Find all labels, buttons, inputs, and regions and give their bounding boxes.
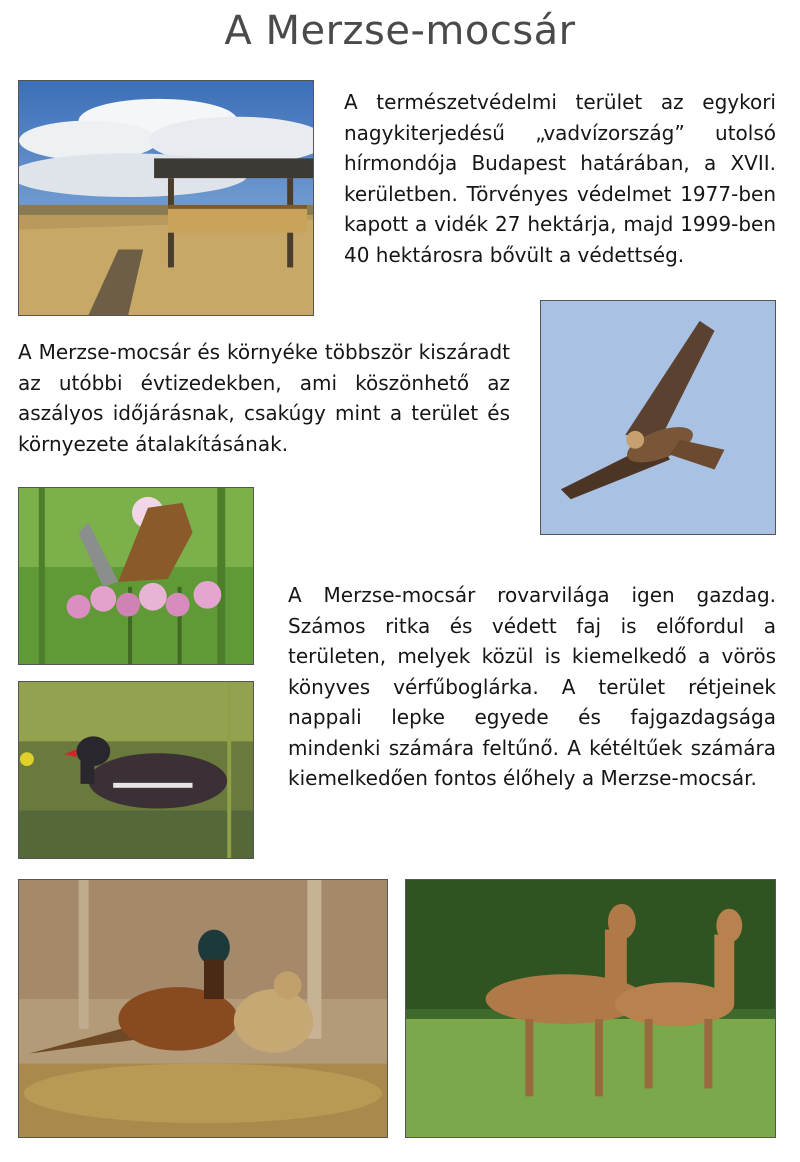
intro-paragraph: A természetvédelmi terület az egykori nagykiterjedésű „vadvízország” utolsó hírmondója Budapest határában, a XVII. kerületben. Törvényes védelmet 1977-ben kapott a vidék 27 hektárja, majd 1999-ben 40 hektárosra bővült a védettség. — [344, 90, 776, 267]
boardwalk-lookout-photo — [18, 80, 314, 316]
deer-photo — [405, 879, 776, 1138]
page-title: A Merzse-mocsár — [224, 8, 576, 54]
pheasant-photo — [18, 879, 388, 1138]
drought-paragraph: A Merzse-mocsár és környéke többször kiszáradt az utóbbi évtizedekben, ami köszönhető az aszályos időjárásnak, csakúgy mint a terület és környezete átalakításának. — [18, 340, 510, 456]
moorhen-photo — [18, 681, 254, 859]
butterfly-flower-photo — [18, 487, 254, 665]
insects-paragraph: A Merzse-mocsár rovarvilága igen gazdag. Számos ritka és védett faj is előfordul a területen, melyek közül is kiemelkedő a vörös könyves vérfűboglárka. A terület rétjeinek nappali lepke egyede és fajgazdagsága mindenki számára feltűnő. A kétéltűek számára kiemelkedően fontos élőhely a Merzse-mocsár. — [288, 583, 776, 790]
marsh-harrier-photo — [540, 300, 776, 535]
